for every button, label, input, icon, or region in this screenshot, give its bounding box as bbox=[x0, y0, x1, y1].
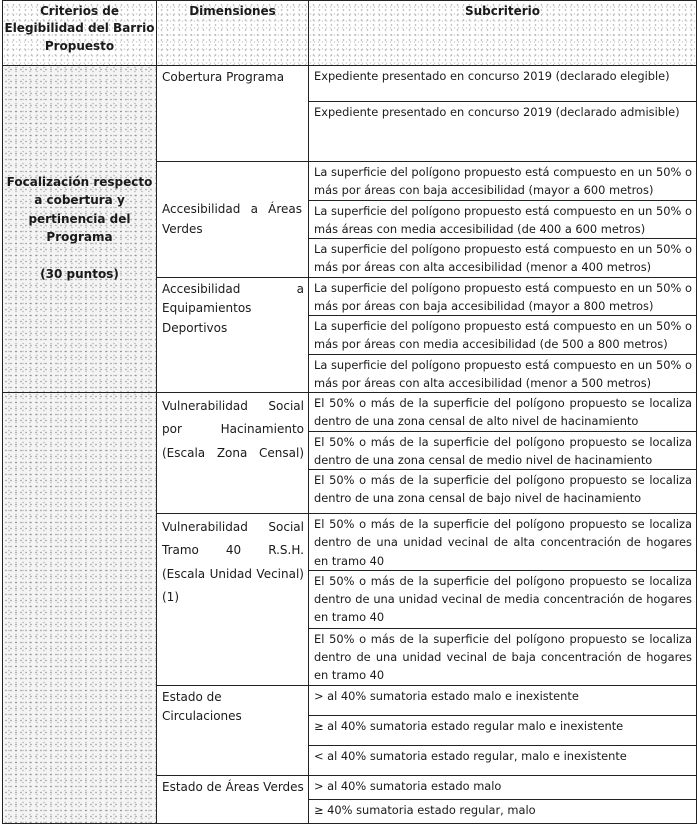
table-row bbox=[3, 393, 697, 432]
subcriterion-cell: La superficie del polígono propuesto está compuesto en un 50% o más áreas con media accesibilidad (de 400 a 600 metros) bbox=[309, 200, 697, 239]
subcriterion-cell: ≥ al 40% sumatoria estado regular malo e inexistente bbox=[309, 715, 697, 745]
header-criteria: Criterios de Elegibilidad del Barrio Propuesto bbox=[3, 1, 157, 66]
criteria-cell-vulnerabilidad bbox=[3, 393, 157, 824]
subcriterion-cell: < al 40% sumatoria estado regular, malo e inexistente bbox=[309, 745, 697, 775]
subcriterion-cell: La superficie del polígono propuesto está compuesto en un 50% o más por áreas con alta accesibilidad (menor a 500 metros) bbox=[309, 354, 697, 393]
subcriterion-cell: El 50% o más de la superficie del polígono propuesto se localiza dentro de una unidad vecinal de media concentración de hogares en tramo 40 bbox=[309, 570, 697, 628]
subcriterion-cell: Expediente presentado en concurso 2019 (declarado elegible) bbox=[309, 66, 697, 102]
subcriterion-cell: La superficie del polígono propuesto está compuesto en un 50% o más por áreas con media accesibilidad (de 500 a 800 metros) bbox=[309, 316, 697, 355]
criteria-line: a cobertura y bbox=[34, 193, 125, 208]
subcriterion-cell: > al 40% sumatoria estado malo bbox=[309, 775, 697, 799]
dimension-circulaciones: Estado de Circulaciones bbox=[157, 685, 309, 775]
criteria-line: Programa bbox=[46, 230, 113, 245]
dimension-hacinamiento: Vulnerabilidad Social por Hacinamiento (Escala Zona Censal) bbox=[157, 393, 309, 514]
dimension-cobertura: Cobertura Programa bbox=[157, 66, 309, 162]
subcriterion-cell: Expediente presentado en concurso 2019 (declarado admisible) bbox=[309, 102, 697, 162]
subcriterion-cell: El 50% o más de la superficie del polígono propuesto se localiza dentro de una zona censal de medio nivel de hacinamiento bbox=[309, 431, 697, 470]
table-row bbox=[3, 66, 697, 102]
subcriterion-cell: El 50% o más de la superficie del polígono propuesto se localiza dentro de una unidad vecinal de alta concentración de hogares en tramo 40 bbox=[309, 514, 697, 571]
subcriterion-cell: El 50% o más de la superficie del polígono propuesto se localiza dentro de una unidad vecinal de baja concentración de hogares en tramo 40 bbox=[309, 628, 697, 685]
header-row bbox=[3, 1, 697, 66]
criteria-cell-focalizacion bbox=[3, 66, 157, 393]
subcriterion-cell: El 50% o más de la superficie del polígono propuesto se localiza dentro de una zona censal de bajo nivel de hacinamiento bbox=[309, 470, 697, 514]
subcriterion-cell: El 50% o más de la superficie del polígono propuesto se localiza dentro de una zona censal de alto nivel de hacinamiento bbox=[309, 393, 697, 432]
header-dimensions: Dimensiones bbox=[157, 1, 309, 66]
criteria-line: pertinencia del bbox=[28, 211, 131, 226]
criteria-line: Focalización respecto bbox=[6, 174, 153, 189]
subcriterion-cell: ≥ 40% sumatoria estado regular, malo bbox=[309, 799, 697, 823]
subcriterion-cell: La superficie del polígono propuesto está compuesto en un 50% o más por áreas con baja accesibilidad (mayor a 600 metros) bbox=[309, 162, 697, 201]
criteria-table bbox=[2, 0, 697, 824]
subcriterion-cell: La superficie del polígono propuesto está compuesto en un 50% o más por áreas con baja accesibilidad (mayor a 800 metros) bbox=[309, 277, 697, 316]
header-subcriterion: Subcriterio bbox=[309, 1, 697, 66]
subcriterion-cell: La superficie del polígono propuesto está compuesto en un 50% o más por áreas con alta accesibilidad (menor a 400 metros) bbox=[309, 239, 697, 278]
dimension-estado-areas-verdes: Estado de Áreas Verdes bbox=[157, 775, 309, 823]
dimension-areas-verdes: Accesibilidad a Áreas Verdes bbox=[157, 162, 309, 278]
dimension-equipamientos: Accesibilidad a Equipamientos Deportivos bbox=[157, 277, 309, 393]
subcriterion-cell: > al 40% sumatoria estado malo e inexistente bbox=[309, 685, 697, 715]
dimension-tramo-40: Vulnerabilidad Social Tramo 40 R.S.H. (Escala Unidad Vecinal) (1) bbox=[157, 514, 309, 686]
criteria-points: (30 puntos) bbox=[40, 266, 119, 281]
